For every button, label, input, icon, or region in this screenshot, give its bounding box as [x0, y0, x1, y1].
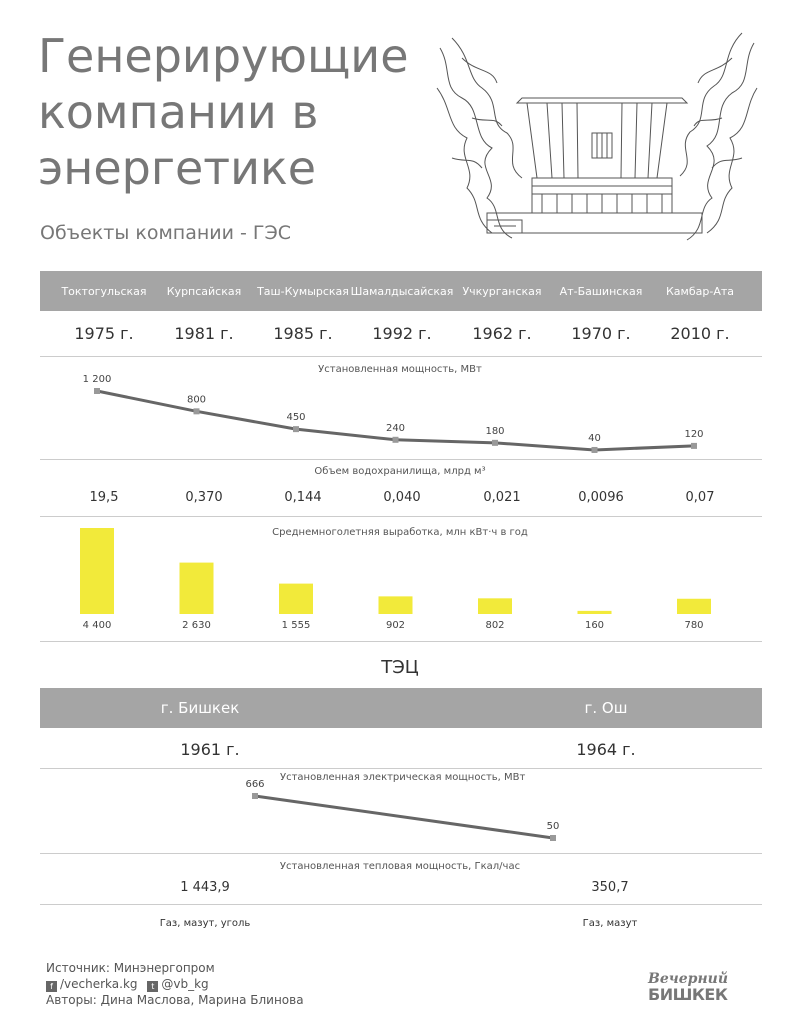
output-label: 1 555 [281, 620, 311, 631]
capacity-point [592, 447, 598, 453]
electric-chart-title: Установленная электрическая мощность, МВт [280, 772, 526, 783]
twitter-icon: t [147, 981, 158, 992]
reservoir-value: 0,021 [483, 490, 521, 505]
output-label: 780 [684, 620, 704, 631]
capacity-point [94, 388, 100, 394]
capacity-label: 40 [588, 432, 601, 444]
output-chart-title: Среднемноголетняя выработка, млн кВт·ч в год [272, 527, 528, 538]
output-label: 802 [485, 620, 505, 631]
output-bar [279, 584, 313, 614]
facebook-link[interactable]: /vecherka.kg [60, 977, 138, 991]
capacity-point [492, 440, 498, 446]
capacity-label: 180 [485, 425, 505, 437]
reservoir-value: 0,144 [284, 490, 322, 505]
tec-year: 1961 г. [180, 739, 240, 759]
reservoir-value: 0,0096 [578, 490, 624, 505]
station-name: Учкурганская [462, 284, 542, 298]
capacity-label: 1 200 [82, 374, 112, 385]
capacity-label: 240 [385, 422, 406, 434]
station-year: 1962 г. [472, 323, 532, 343]
reservoir-value: 0,07 [685, 490, 715, 505]
thermal-title: Установленная тепловая мощность, Гкал/час [279, 861, 521, 872]
output-bar [379, 596, 413, 614]
output-bar [80, 528, 114, 614]
electric-label: 666 [245, 779, 265, 790]
tec-year: 1964 г. [576, 739, 636, 759]
reservoir-title: Объем водохранилища, млрд м³ [314, 466, 486, 477]
electric-line [255, 796, 553, 838]
capacity-point [293, 426, 299, 432]
city-name: г. Ош [584, 699, 628, 717]
logo-line1: Вечерний [648, 971, 729, 987]
fuel-type: Газ, мазут [582, 918, 638, 929]
facebook-icon: f [46, 981, 57, 992]
output-bar [578, 611, 612, 614]
station-name: Токтогульская [61, 284, 147, 298]
capacity-point [393, 437, 399, 443]
output-label: 902 [385, 620, 406, 631]
logo-line2: БИШКЕК [648, 985, 728, 1004]
output-bar [478, 598, 512, 614]
social-links [46, 977, 209, 992]
output-bar [180, 563, 214, 614]
station-year: 1985 г. [273, 323, 333, 343]
electric-label: 50 [546, 821, 560, 832]
station-year: 1975 г. [74, 323, 134, 343]
output-bar [677, 599, 711, 614]
station-name: Ат-Башинская [559, 284, 643, 298]
output-label: 160 [584, 620, 605, 631]
station-year: 1970 г. [571, 323, 631, 343]
reservoir-value: 0,370 [185, 490, 223, 505]
station-name: Шамалдысайская [350, 284, 454, 298]
capacity-point [691, 443, 697, 449]
station-year: 1981 г. [174, 323, 234, 343]
page-title: Генерирующие компании в энергетике [38, 29, 409, 195]
thermal-value: 1 443,9 [180, 880, 230, 895]
output-label: 2 630 [182, 620, 211, 631]
thermal-value: 350,7 [591, 880, 629, 895]
page-subtitle: Объекты компании - ГЭС [40, 222, 292, 244]
capacity-label: 800 [186, 394, 207, 406]
capacity-label: 120 [684, 428, 704, 440]
fuel-type: Газ, мазут, уголь [159, 918, 251, 929]
station-year: 1992 г. [372, 323, 432, 343]
station-name: Камбар-Ата [666, 284, 734, 298]
capacity-chart-title: Установленная мощность, МВт [318, 364, 482, 375]
station-year: 2010 г. [670, 323, 730, 343]
capacity-label: 450 [286, 412, 306, 424]
reservoir-value: 19,5 [89, 490, 119, 505]
capacity-point [194, 408, 200, 414]
newspaper-logo [648, 972, 758, 1002]
twitter-link[interactable]: @vb_kg [161, 977, 209, 991]
station-name: Курпсайская [166, 284, 242, 298]
station-name: Таш-Кумырская [257, 284, 349, 298]
authors-note: Авторы: Дина Маслова, Марина Блинова [46, 993, 304, 1007]
electric-point [252, 793, 258, 799]
tec-section-title: ТЭЦ [381, 657, 419, 678]
output-label: 4 400 [82, 620, 112, 631]
city-name: г. Бишкек [160, 699, 240, 717]
reservoir-value: 0,040 [383, 490, 421, 505]
source-note: Источник: Минэнергопром [46, 961, 215, 975]
electric-point [550, 835, 556, 841]
